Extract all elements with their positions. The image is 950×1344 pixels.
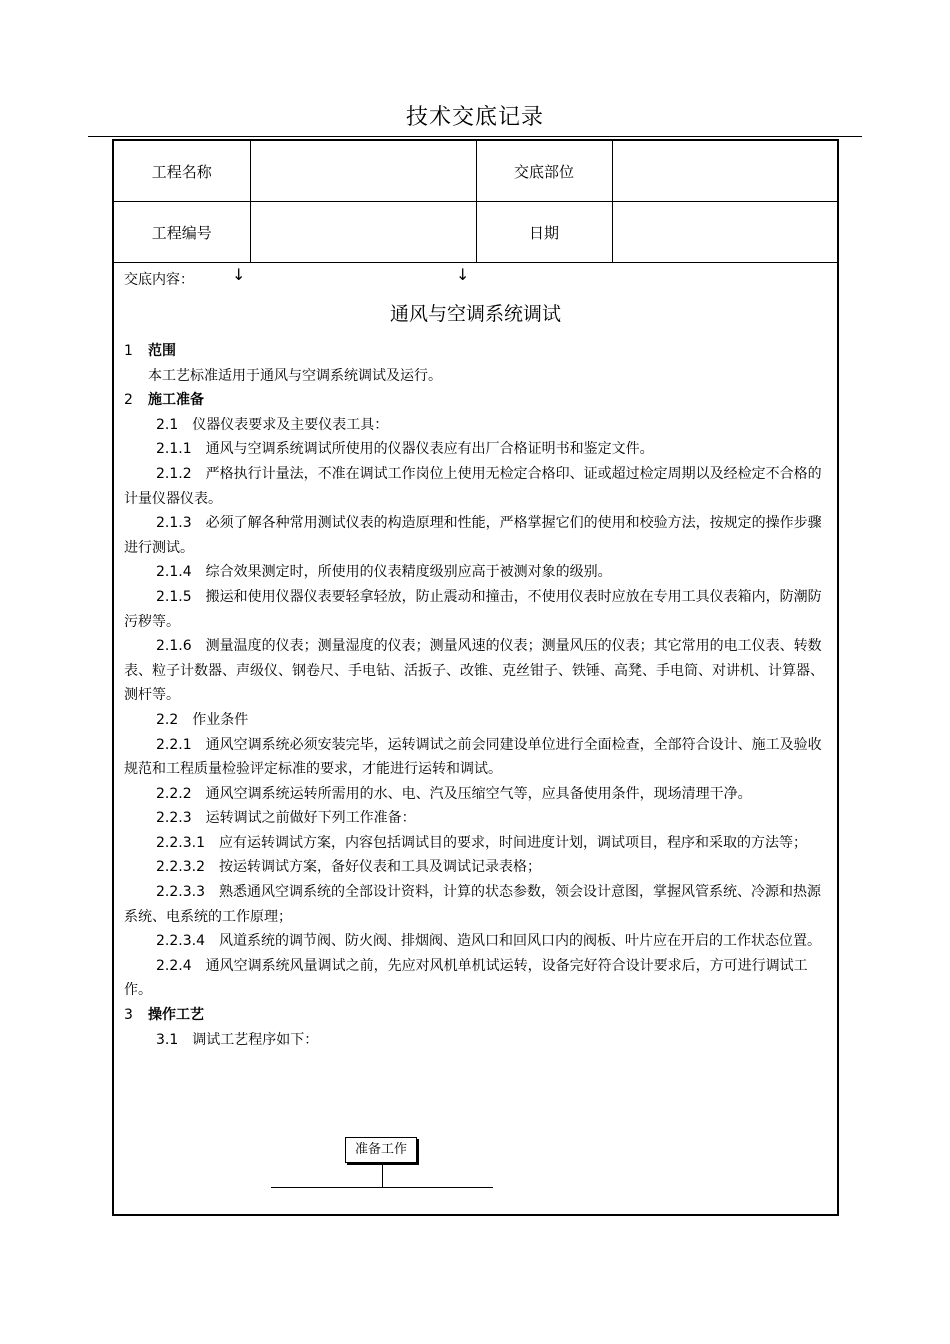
paragraph: 2.1 仪器仪表要求及主要仪表工具： bbox=[156, 416, 389, 433]
paragraph: 2.2.2 通风空调系统运转所需用的水、电、汽及压缩空气等，应具备使用条件，现场清理干净。 bbox=[156, 785, 752, 802]
record-frame bbox=[112, 139, 839, 1216]
paragraph: 2.2.3.4 风道系统的调节阀、防火阀、排烟阀、造风口和回风口内的阀板、叶片应在开启的工作状态位置。 bbox=[156, 933, 821, 950]
paragraph: 2.2.3.1 应有运转调试方案，内容包括调试目的要求，时间进度计划，调试项目，程序和采取的方法等； bbox=[156, 834, 807, 851]
title-underline bbox=[88, 136, 862, 137]
location-field[interactable] bbox=[612, 141, 837, 202]
section-number: 3 bbox=[124, 1007, 133, 1024]
paragraph: 2.1.2 严格执行计量法，不准在调试工作岗位上使用无检定合格印、证或超过检定周期以及经检定不合格的计量仪器仪表。 bbox=[124, 465, 822, 507]
section-title: 操作工艺 bbox=[148, 1007, 204, 1024]
page-title: 技术交底记录 bbox=[405, 105, 544, 130]
header-table bbox=[114, 141, 837, 263]
paragraph: 2.2.1 通风空调系统必须安装完毕，运转调试之前会同建设单位进行全面检查，全部符合设计、施工及验收规范和工程质量检验评定标准的要求，才能进行运转和调试。 bbox=[124, 736, 822, 778]
date-field[interactable] bbox=[612, 202, 837, 263]
flowchart-branch-line bbox=[271, 1187, 493, 1188]
document-body bbox=[124, 339, 832, 1052]
flowchart-connector bbox=[382, 1163, 383, 1187]
arrow-down-icon: ↓ bbox=[232, 265, 246, 284]
paragraph: 2.1.4 综合效果测定时，所使用的仪表精度级别应高于被测对象的级别。 bbox=[156, 564, 612, 581]
flowchart-box: 准备工作 bbox=[345, 1137, 417, 1163]
paragraph: 2.2.4 通风空调系统风量调试之前，先应对风机单机试运转，设备完好符合设计要求后，方可进行调试工作。 bbox=[124, 957, 808, 999]
paragraph: 2.1.3 必须了解各种常用测试仪表的构造原理和性能，严格掌握它们的使用和校验方法，按规定的操作步骤进行测试。 bbox=[124, 515, 822, 556]
section-title: 范围 bbox=[148, 343, 176, 359]
section-heading bbox=[124, 339, 832, 364]
section-heading bbox=[124, 1003, 832, 1028]
project-no-field[interactable] bbox=[250, 202, 476, 263]
section-title: 施工准备 bbox=[148, 392, 204, 409]
section-heading bbox=[124, 388, 832, 413]
header-row-1 bbox=[114, 141, 837, 202]
arrow-down-icon: ↓ bbox=[456, 265, 470, 284]
header-row-2 bbox=[114, 202, 837, 263]
paragraph: 3.1 调试工艺程序如下： bbox=[156, 1031, 319, 1048]
project-no-label: 工程编号 bbox=[114, 202, 250, 263]
paragraph: 2.2.3.3 熟悉通风空调系统的全部设计资料，计算的状态参数，领会设计意图，掌握风管系统、冷源和热源系统、电系统的工作原理； bbox=[124, 884, 821, 925]
paragraph: 本工艺标准适用于通风与空调系统调试及运行。 bbox=[148, 367, 442, 384]
document-title: 通风与空调系统调试 bbox=[389, 303, 561, 325]
content-label: 交底内容： bbox=[124, 272, 194, 288]
project-name-field[interactable] bbox=[250, 141, 476, 202]
paragraph: 2.1.5 搬运和使用仪器仪表要轻拿轻放，防止震动和撞击，不使用仪表时应放在专用工具仪表箱内，防潮防污秽等。 bbox=[124, 588, 822, 630]
paragraph: 2.2.3.2 按运转调试方案，备好仪表和工具及调试记录表格； bbox=[156, 859, 541, 876]
section-number: 1 bbox=[124, 343, 133, 359]
location-label: 交底部位 bbox=[476, 141, 612, 202]
section-number: 2 bbox=[124, 392, 133, 409]
paragraph: 2.2 作业条件 bbox=[156, 711, 249, 728]
project-name-label: 工程名称 bbox=[114, 141, 250, 202]
paragraph: 2.1.6 测量温度的仪表；测量湿度的仪表；测量风速的仪表；测量风压的仪表；其它常用的电工仪表、转数表、粒子计数器、声级仪、钢卷尺、手电钻、活扳子、改锥、克丝钳子、铁锤、高凳、手电筒、对讲机、计算器、测杆等。 bbox=[124, 638, 824, 704]
date-label: 日期 bbox=[476, 202, 612, 263]
paragraph: 2.2.3 运转调试之前做好下列工作准备： bbox=[156, 810, 416, 827]
paragraph: 2.1.1 通风与空调系统调试所使用的仪器仪表应有出厂合格证明书和鉴定文件。 bbox=[156, 441, 654, 458]
